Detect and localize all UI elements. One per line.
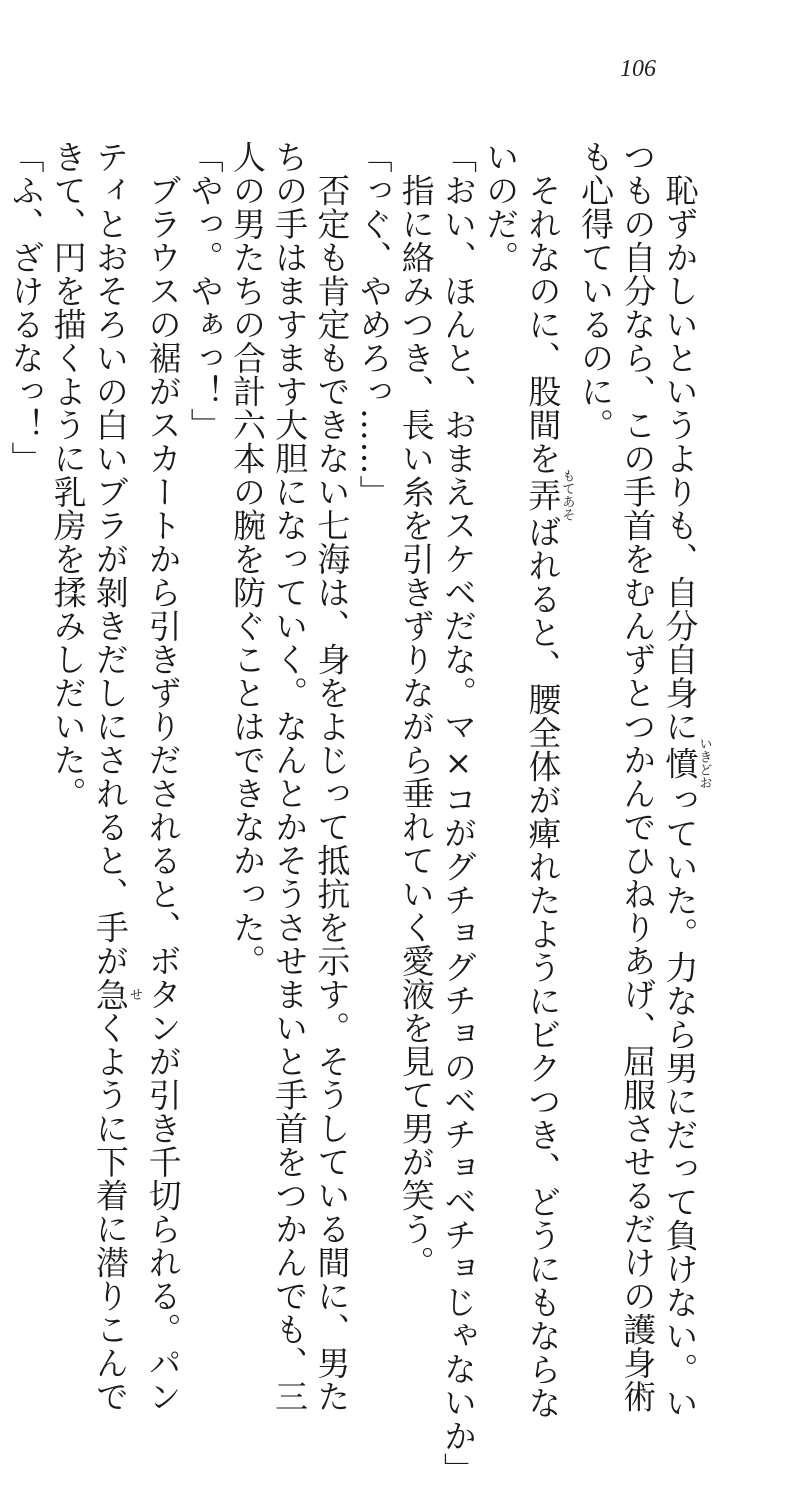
ruby-word: 弄もてあそ [523, 469, 575, 521]
line-end: っていた。力なら男にだって負けない。い [660, 783, 700, 1420]
line-end: ばれると、腰全体が痺れたようにビクつき、どうにもならな [523, 515, 563, 1420]
text-line: 人の男たちの合計六本の腕を防ぐことはできなかった。 [227, 140, 267, 978]
ruby-reading: もてあそ [559, 469, 575, 521]
text-line: 否定も肯定もできない七海は、身をよじって抵抗を示す。そうしている間に、男た [312, 140, 352, 1413]
text-line: 「っぐ、やめろっ……」 [354, 140, 394, 509]
ruby-reading: せ [126, 977, 142, 1011]
text-line: 指に絡みつき、長い糸を引きずりながら垂れていく愛液を見て男が笑う。 [396, 140, 436, 1279]
line-start: ティとおそろいの白いブラが剝きだしにされると、手が [90, 140, 130, 978]
text-line: 「やっ。やぁっ！」 [185, 140, 225, 442]
text-line: きて、円を描くように乳房を揉みしだいた。 [48, 140, 88, 810]
line-start: 恥ずかしいというよりも、自分自身に [660, 140, 700, 743]
text-line [521, 140, 575, 1420]
text-line: 「ふ、ざけるなっ！」 [6, 140, 46, 475]
text-line: つもの自分なら、この手首をむんずとつかんでひねりあげ、屈服させるだけの護身術 [618, 140, 658, 1413]
text-line [89, 140, 142, 1413]
line-end: くように下着に潜りこんで [90, 1011, 130, 1413]
text-line: 「おい、ほんと、おまえスケベだな。マ×コがグチョグチョのベチョベチョじゃないか」 [438, 140, 478, 1486]
ruby-word: 憤いきどお [660, 737, 712, 789]
ruby-reading: いきどお [696, 737, 712, 789]
text-line: ブラウスの裾がスカートから引きずりだされると、ボタンが引き千切られる。パン [143, 140, 183, 1413]
page-number: 106 [620, 56, 656, 82]
ruby-word: 急せ [90, 977, 142, 1011]
line-start: それなのに、股間を [523, 140, 563, 475]
text-line [658, 140, 712, 1420]
text-line: も心得ているのに。 [576, 140, 616, 442]
text-column-block [4, 140, 712, 1486]
text-line: いのだ。 [481, 140, 521, 274]
text-line: ちの手はますます大胆になっていく。なんとかそうさせまいと手首をつかんでも、三 [270, 140, 310, 1413]
